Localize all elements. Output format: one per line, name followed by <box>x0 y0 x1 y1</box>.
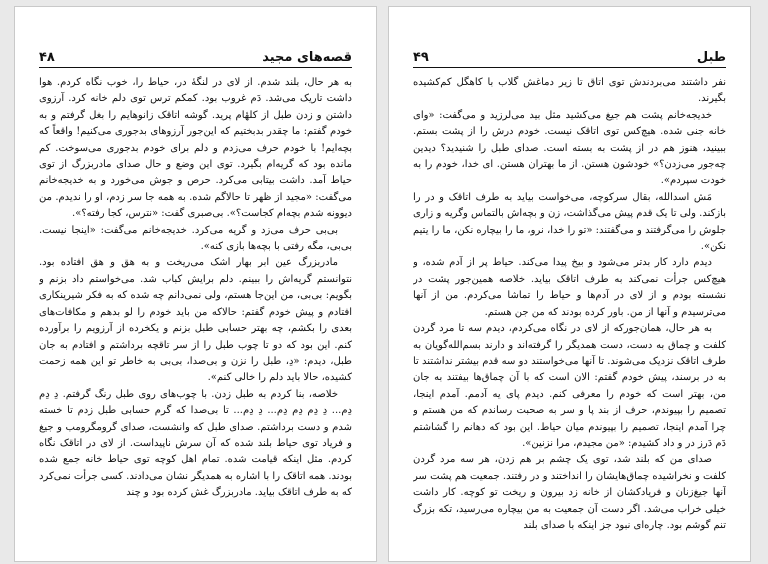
paragraph: مَش اسدالله، بقال سرکوچه، می‌خواست بیاید به طرف اتاقک و در را بازکند. ولی تا یک قدم پیش می‌گذاشت، زن و بچه‌اش بالتماس وگریه و زاری جلوش را می‌گرفتند و می‌گفتند: «تو را خدا، نرو، ما را بیچاره نکن، ما را یتیم نکن». <box>413 191 726 253</box>
running-title: قصه‌های مجید <box>262 50 352 65</box>
header-rule <box>413 67 726 68</box>
paragraph: دیدم دارد کار بدتر می‌شود و بیخ پیدا می‌کند. حیاط پر از آدم شده، و هیچ‌کس جرأت نمی‌کند به طرف اتاقک بیاید. خلاصه همین‌جور پشت در نشسته بودم و از لای در آدم‌ها و حیاط را تماشا می‌کردم. من از آنها می‌ترسیدم و آنها از من. باور کرده بودند که من جن هستم. <box>413 257 726 318</box>
page-number: ۴۹ <box>413 50 429 65</box>
paragraph: نفر داشتند می‌بردندش توی اتاق تا زیر دماغش گلاب با کاهگل کم‌کشیده بگیرند. <box>413 77 726 105</box>
header-rule <box>39 67 352 68</box>
paragraph: صدای من که بلند شد، توی یک چشم بر هم زدن، هر سه مرد گردن کلفت و نخراشیده چماق‌هایشان را انداختند و در رفتند. جمعیت هم پشت سر آنها جیغ‌زنان و فریادکشان از خانه زد بیرون و ریخت تو کوچه. کار داشت خیلی خراب می‌شد. اگر دست آن جمعیت به من بیچاره می‌رسید، تکه بزرگ تنم گوشم بود. چاره‌ای نبود جز اینکه با صدای بلند <box>413 454 726 531</box>
paragraph: مادربزرگ عین ابر بهار اشک می‌ریخت و به هق و هق افتاده بود. نتوانستم گریه‌اش را ببینم. دلم برایش کباب شد. می‌خواستم داد بزنم و بگویم: بی‌بی، من این‌جا هستم، ولی نمی‌دانم چه شده که به فکر شیرینکاری افتادم و پیش خودم گفتم: حالاکه من باید خودم را لو بدهم و مکافات‌های بعدی را بکشم، چه بهتر حسابی طبل بزنم و یکخرده از آرزویم را برآورده کنم. این بود که دو تا چوب طبل را از سر تاقچه برداشتم و افتادم به جان طبل، دیدم: «دِ، طبل را نزن و بی‌صدا، بی‌بی به خاطر تو این همه زحمت کشیده، حالا باید دلم را خالی کنم». <box>39 257 352 384</box>
paragraph: بی‌بی حرف می‌زد و گریه می‌کرد. خدیجه‌خانم می‌گفت: «اینجا نیست. بی‌بی، مگه رفتی با بچه‌ها بازی کنه». <box>39 224 352 253</box>
page-body <box>39 75 352 543</box>
paragraph: به هر حال، بلند شدم. از لای در لنگهٔ در، حیاط را، خوب نگاه کردم. هوا داشت تاریک می‌شد. دَم غروب بود. کمکم ترس توی دلم خانه کرد. آرزوی داشتن و زدن طبل از کلهٔام پرید. گوشه اتاقک زانوهایم را بغل گرفتم و به خودم گفتم: ما چقدر بدبختیم که این‌جور آرزوهای بدجوری می‌کنیم! واقعاً که بچه‌ایم! با خودم حرف می‌زدم و دلم برای خودم بدجوری می‌سوخت. کم مانده بود که گریه‌ام بگیرد. توی این وضع و حال صدای مادربزرگ از توی حیاط آمد. داشت بیتابی می‌کرد. حرص و جوش می‌خورد و به خدیجه‌خانم می‌گفت: «مجید از ظهر تا حالاگم شده. به همه جا سر زدم، او را ندیدم. من دیوونه شدم بچه‌ام کجاست؟». بی‌صبری گفت: «نترس، کجا رفته؟». <box>39 77 352 220</box>
page-header <box>413 47 726 65</box>
paragraph: به هر حال، همان‌جورکه از لای در نگاه می‌کردم، دیدم سه تا مرد گردن کلفت و چماق به دست، دست همدیگر را گرفته‌اند و دارند بسم‌الله‌گویان به طرف اتاقک نزدیک می‌شوند. تا آنها می‌خواستند دو سه قدم بیشتر نداشتند تا به در برسند، پیش خودم گفتم: الان است که با آن چماق‌ها بیفتند به جان من، بهتر است که خودم را معرفی کنم. دیدم پای یه آدمم. آمدم اینجا، تصمیم را بپیوندم، حرف از بند پا و سر به صحبت رساندم که من هستم و چرا آمدم اینجا، تصمیم را بپیوندم میان حیاط. این بود که دهانم را گشاشتم دَم دَرز در و داد کشیدم: «من مجیدم، مرا نزنین». <box>413 323 726 449</box>
right-page <box>388 6 751 562</box>
paragraph: خدیجه‌خانم پشت هم جیغ می‌کشید مثل بید می‌لرزید و می‌گفت: «وای خانه جنی شده. هیچ‌کس توی اتاقک نیست. خودم درش را از پشت بستم. ببینید، هنوز هم در از پشت به بسته است. صدای طبل را شنیدید؟ دیدین چه‌جور می‌زدن؟» خودشون هستن. از ما بهتران هستن. ای خدا، خودم را به خودت سپردم». <box>413 109 726 187</box>
paragraph: خلاصه، بنا کردم به طبل زدن. با چوب‌های روی طبل رنگ گرفتم. دِ دِم دِم... دِ دِم دِم دِم... دِ دِم... تا بی‌صدا که گرم حسابی طبل زدم تا خسته شدم و دست برداشتم. صدای طبل که وانشست، صدای گرومگرومب و جیغ و فریاد توی حیاط بلند شده که آن سرش ناپیداست. از لای در اتاقک نگاه کردم. مثل اینکه قیامت شده. تمام اهل کوچه توی حیاط خانه جمع شده بودند. همه اتاقک را با اشاره به همدیگر نشان می‌دادند. کسی جرأت نمی‌کرد که به طرف اتاقک بیاید. مادربزرگ غش کرده بود و چند <box>39 388 352 499</box>
left-page <box>14 6 377 562</box>
page-body <box>413 75 726 543</box>
page-number: ۴۸ <box>39 50 55 65</box>
running-title: طبل <box>696 50 726 65</box>
page-header <box>39 47 352 65</box>
